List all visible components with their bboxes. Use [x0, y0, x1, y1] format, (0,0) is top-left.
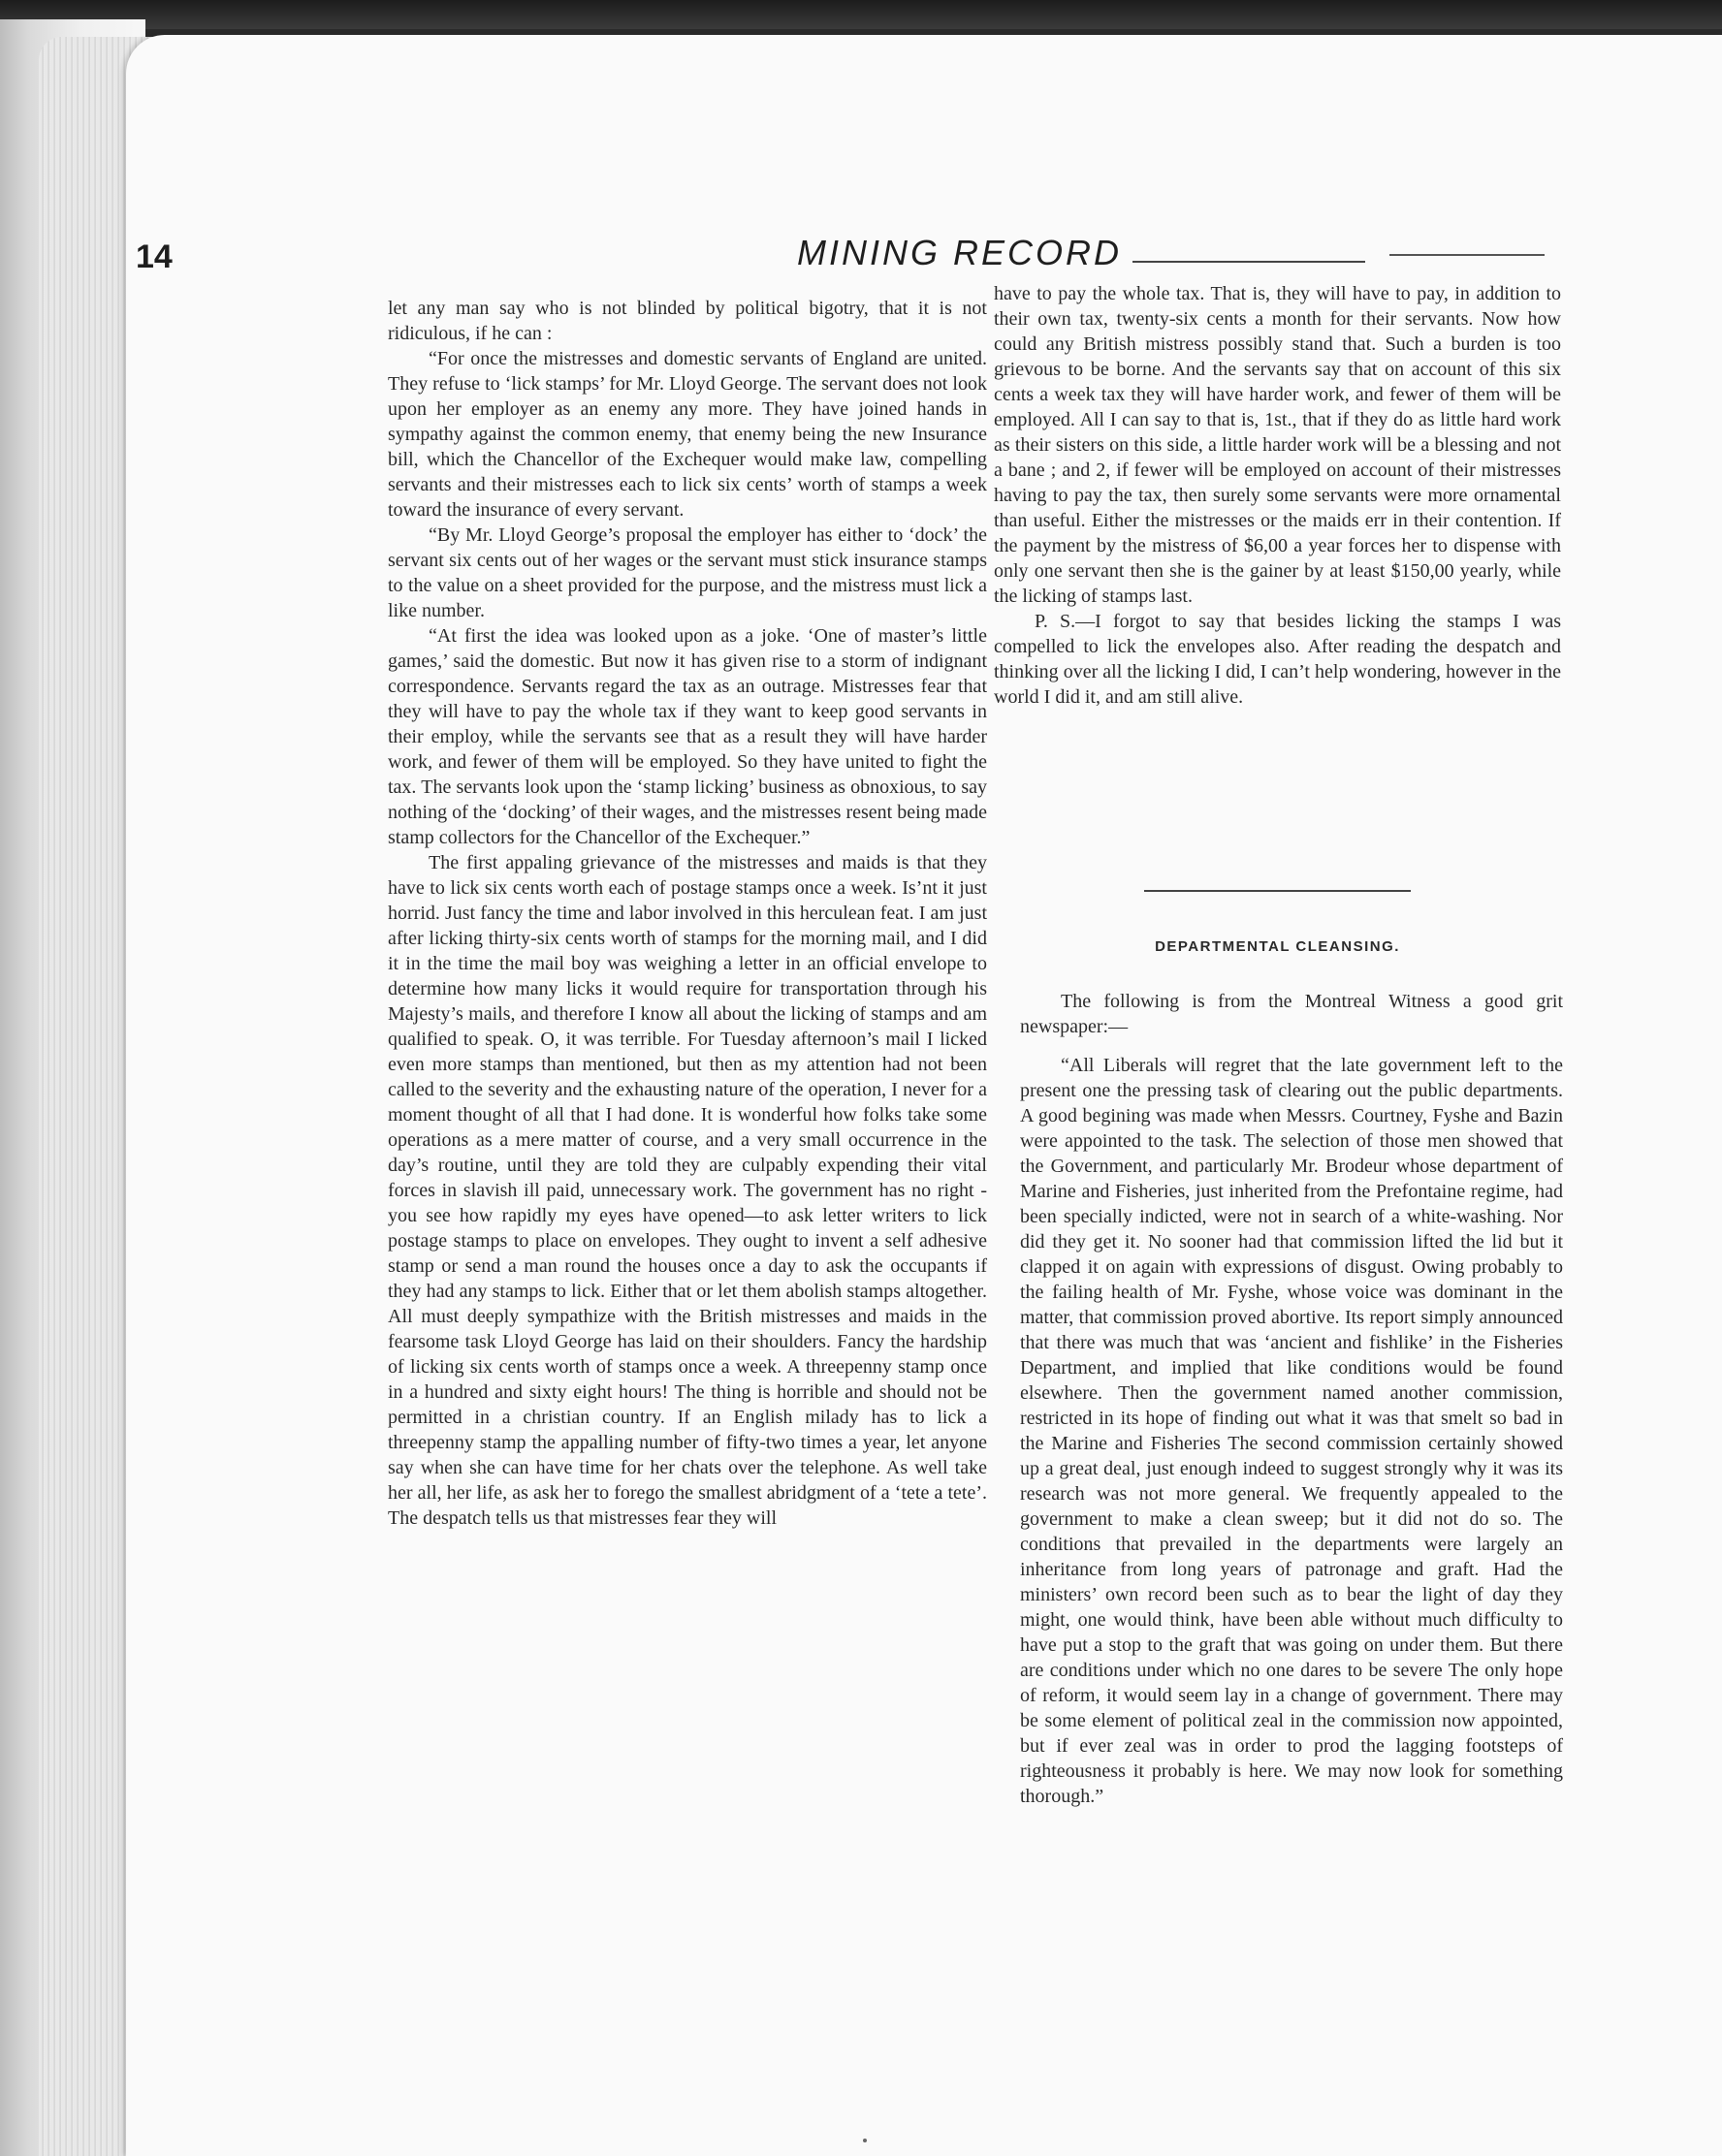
section-intro: The following is from the Montreal Witness a good grit newspaper:—	[1020, 991, 1563, 1037]
right-column-top	[994, 281, 1561, 710]
page-number: 14	[136, 238, 173, 275]
right-paragraph-2: P. S.—I forgot to say that besides licking the stamps I was compelled to lick the envelopes also. After reading the despatch and thinking over all the licking I did, I can’t help wondering, however in the world I did it, and am still alive.	[994, 611, 1561, 708]
left-paragraph-2: “For once the mistresses and domestic servants of England are united. They refuse to ‘lick stamps’ for Mr. Lloyd George. The servant does not look upon her employer as an enemy any more. They have joined hands in sympathy against the common enemy, that enemy being the new Insurance bill, which the Chancellor of the Exchequer would make law, compelling servants and their mistresses each to lick six cents’ worth of stamps a week toward the insurance of every servant.	[388, 348, 987, 521]
right-paragraph-1: have to pay the whole tax. That is, they will have to pay, in addition to their own tax, twenty-six cents a month for their servants. Now how could any British mistress possibly stand that. Such a burden is too grievous to be borne. And the servants say that on account of this six cents a week tax they will have harder work, and fewer of them will be employed. All I can say to that is, 1st., that if they do as little hard work as their sisters on this side, a little harder work will be a blessing and not a bane ; and 2, if fewer will be employed on account of their mistresses having to pay the tax, then surely some servants were more ornamental than useful. Either the mistresses or the maids err in their contention. If the payment by the mistress of $6,00 a year forces her to dispense with only one servant then she is the gainer by at least $150,00 yearly, while the licking of stamps last.	[994, 283, 1561, 607]
running-title: MINING RECORD	[797, 233, 1122, 272]
section-divider	[1144, 890, 1411, 892]
header-rule	[1132, 261, 1365, 263]
right-column-bottom	[1020, 989, 1563, 1809]
section-heading: DEPARTMENTAL CLEANSING.	[1155, 938, 1400, 955]
scan-speck	[863, 2139, 867, 2142]
left-column	[388, 296, 987, 1531]
left-paragraph-4: “At first the idea was looked upon as a joke. ‘One of master’s little games,’ said the domestic. But now it has given rise to a storm of indignant correspondence. Servants regard the tax as an outrage. Mistresses fear that they will have to pay the whole tax if they want to keep good servants in their employ, while the servants see that as a result they will have harder work, and fewer of them will be employed. So they have united to fight the tax. The servants look upon the ‘stamp licking’ business as obnoxious, to say nothing of the ‘docking’ of their wages, and the mistresses resent being made stamp collectors for the Chancellor of the Exchequer.”	[388, 625, 987, 848]
left-paragraph-5: The first appaling grievance of the mistresses and maids is that they have to lick six cents worth each of postage stamps once a week. Is’nt it just horrid. Just fancy the time and labor involved in this herculean feat. I am just after licking thirty-six cents worth of stamps for the morning mail, and I did it in the time the mail boy was weighing a letter in an official envelope to determine how many licks it would require for transportation through his Majesty’s mails, and therefore I know all about the licking of stamps and am qualified to speak. O, it was terrible. For Tuesday afternoon’s mail I licked even more stamps than mentioned, but then as my attention had not been called to the severity and the exhausting nature of the operation, I never for a moment thought of all that I had done. It is wonderful how folks take some operations as a mere matter of course, and a very small occurrence in the day’s routine, until they are told they are culpably expending their vital forces in slavish ill paid, unnecessary work. The government has no right - you see how rapidly my eyes have opened—to ask letter writers to lick postage stamps to place on envelopes. They ought to invent a self adhesive stamp or send a man round the houses once a day to ask the occupants if they had any stamps to lick. Either that or let them abolish stamps altogether. All must deeply sympathize with the British mistresses and maids in the fearsome task Lloyd George has laid on their shoulders. Fancy the hardship of licking six cents worth of stamps once a week. A threepenny stamp once in a hundred and sixty eight hours! The thing is horrible and should not be permitted in a christian country. If an English milady has to lick a threepenny stamp the appalling number of fifty-two times a year, let anyone say when she can have time for her chats over the telephone. As well take her all, her life, as ask her to forego the smallest abridgment of a ‘tete a tete’. The despatch tells us that mistresses fear they will	[388, 852, 987, 1529]
left-paragraph-1: let any man say who is not blinded by political bigotry, that it is not ridiculous, if he can :	[388, 298, 987, 344]
header-rule-secondary	[1389, 254, 1545, 256]
section-quote: “All Liberals will regret that the late government left to the present one the pressing task of clearing out the public departments. A good begining was made when Messrs. Courtney, Fyshe and Bazin were appointed to the task. The selection of those men showed that the Government, and particularly Mr. Brodeur whose department of Marine and Fisheries, just inherited from the Prefontaine regime, had been specially indicted, were not in search of a white-washing. Nor did they get it. No sooner had that commission lifted the lid but it clapped it on again with expressions of disgust. Owing probably to the failing health of Mr. Fyshe, whose voice was dominant in the matter, that commission proved abortive. Its report simply announced that there was much that was ‘ancient and fishlike’ in the Fisheries Department, and implied that like conditions would be found elsewhere. Then the government named another commission, restricted in its hope of finding out what it was that smelt so bad in the Marine and Fisheries The second commission certainly showed up a great deal, just enough indeed to suggest strongly why it was its research was not more general. We frequently appealed to the government to make a clean sweep; but it did not do so. The conditions that prevailed in the departments were largely an inheritance from long years of patronage and graft. Had the ministers’ own record been such as to bear the light of day they might, one would think, have been able without much difficulty to have put a stop to the graft that was going on under them. But there are conditions under which no one dares to be severe The only hope of reform, it would seem lay in a change of government. There may be some element of political zeal in the commission now appointed, but if ever zeal was in order to prod the lagging footsteps of righteousness it probably is here. We may now look for something thorough.”	[1020, 1055, 1563, 1807]
scan-border	[0, 0, 1722, 29]
left-paragraph-3: “By Mr. Lloyd George’s proposal the employer has either to ‘dock’ the servant six cents out of her wages or the servant must stick insurance stamps to the value on a sheet provided for the purpose, and the mistress must lick a like number.	[388, 524, 987, 621]
